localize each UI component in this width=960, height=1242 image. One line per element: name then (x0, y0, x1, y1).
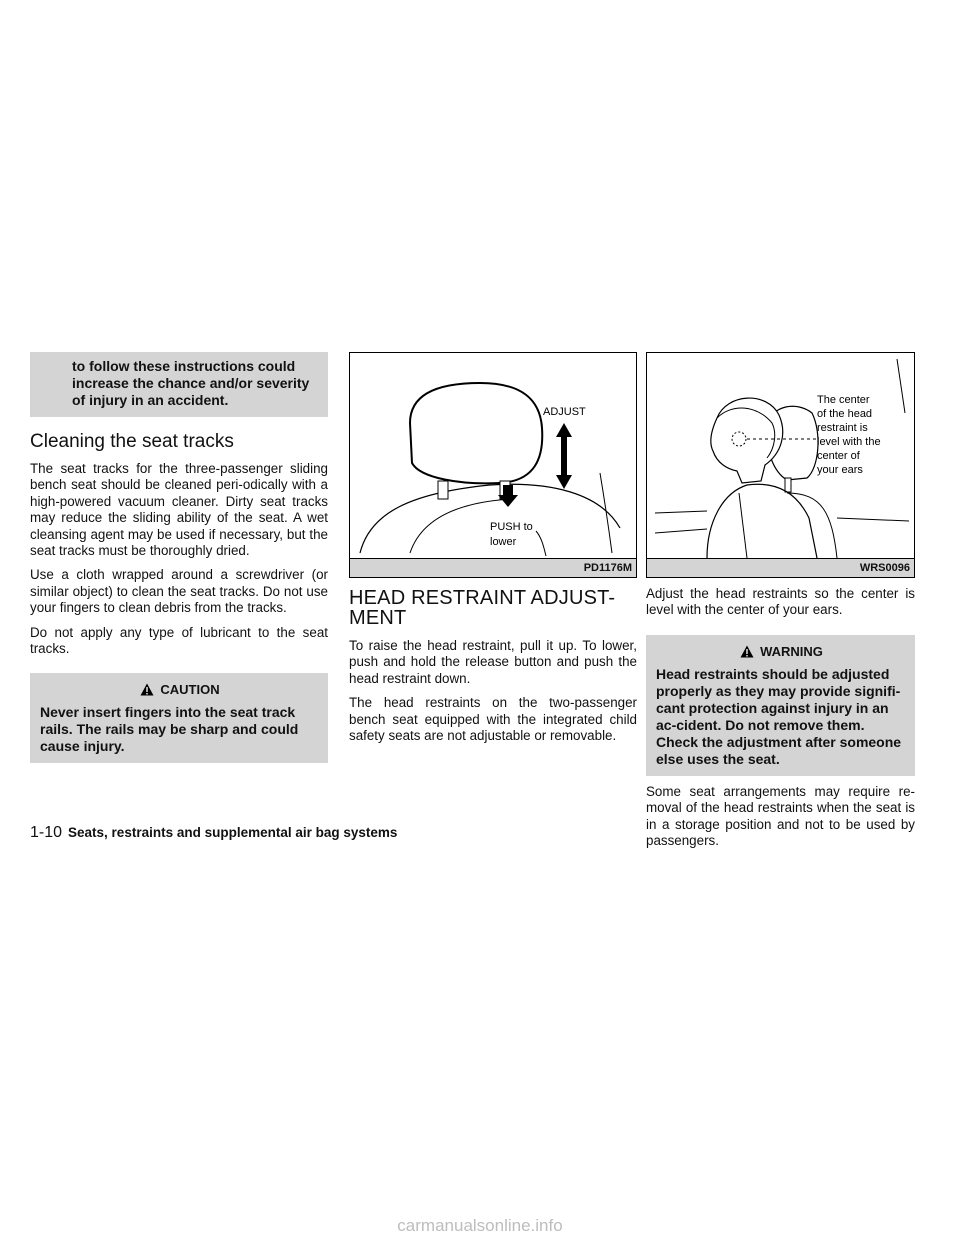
caution-header (40, 679, 320, 698)
caution-box (30, 673, 328, 763)
warning-box (646, 635, 915, 776)
page-number: 1-10 (30, 824, 63, 841)
label-center-5: center of (817, 450, 860, 462)
section-heading-line1: HEAD RESTRAINT ADJUST- (349, 587, 616, 609)
subheading-cleaning-seat-tracks: Cleaning the seat tracks (30, 431, 234, 452)
footer-section-title: Seats, restraints and supplemental air bag systems (68, 825, 398, 840)
paragraph-two-passenger: The head restraints on the two-passenger bench seat equipped with the integrated child safety seats are not adjustable or removable. (349, 695, 637, 744)
column-left (30, 352, 328, 763)
warning-continuation-text: to follow these instructions could increase the chance and/or severity of injury in an accident. (72, 358, 310, 408)
warning-label: WARNING (760, 643, 823, 659)
label-center-4: level with the (817, 436, 881, 448)
paragraph-seat-tracks-vacuum: The seat tracks for the three-passenger sliding bench seat should be cleaned peri-odically with a high-powered vacuum cleaner. Dirty seat tracks may reduce the sliding ability of the seat. A wet cleansing agent may be used if necessary, but the seat tracks must be thoroughly dried. (30, 461, 328, 559)
paragraph-raise-lower: To raise the head restraint, pull it up. To lower, push and hold the release button and push the head restraint down. (349, 638, 637, 686)
figure-code: PD1176M (350, 558, 636, 577)
watermark: carmanualsonline.info (397, 1216, 563, 1235)
column-middle (349, 352, 637, 752)
warning-triangle-icon (140, 683, 154, 696)
label-adjust: ADJUST (543, 406, 586, 418)
figure-head-restraint-adjust (349, 352, 637, 578)
warning-header (656, 641, 907, 660)
paragraph-storage-position: Some seat arrangements may require re-moval of the head restraints when the seat is in a storage position and not to be used by passengers. (646, 783, 915, 849)
head-restraint-illustration (350, 353, 636, 558)
figure-code: WRS0096 (647, 558, 914, 577)
label-center-2: of the head (817, 408, 873, 420)
person-head-restraint-illustration (647, 353, 914, 558)
paragraph-adjust-center: Adjust the head restraints so the center is level with the center of your ears. (646, 586, 915, 618)
section-heading (349, 588, 637, 628)
label-center-6: your ears (817, 464, 863, 476)
label-lower: lower (490, 536, 517, 548)
page-footer (30, 824, 397, 842)
label-center-3: restraint is (817, 422, 868, 434)
paragraph-no-lubricant: Do not apply any type of lubricant to the seat tracks. (30, 624, 328, 657)
paragraph-seat-tracks-cloth: Use a cloth wrapped around a screwdriver (or similar object) to clean the seat tracks. Do not use your fingers to clean debris from the tracks. (30, 567, 328, 616)
caution-text: Never insert fingers into the seat track rails. The rails may be sharp and could cause injury. (40, 704, 299, 755)
figure-head-restraint-level (646, 352, 915, 578)
column-right (646, 352, 915, 857)
label-center-1: The center (817, 394, 870, 406)
section-heading-line2: MENT (349, 607, 407, 629)
caution-label: CAUTION (160, 682, 220, 698)
warning-continuation-box (30, 352, 328, 417)
warning-text: Head restraints should be adjusted properly as they may provide signifi-cant protection against injury in an ac-cident. Do not remove them. Check the adjustment after someone else uses the seat. (656, 665, 902, 767)
label-push-to: PUSH to (490, 521, 533, 533)
warning-triangle-icon (740, 645, 754, 658)
